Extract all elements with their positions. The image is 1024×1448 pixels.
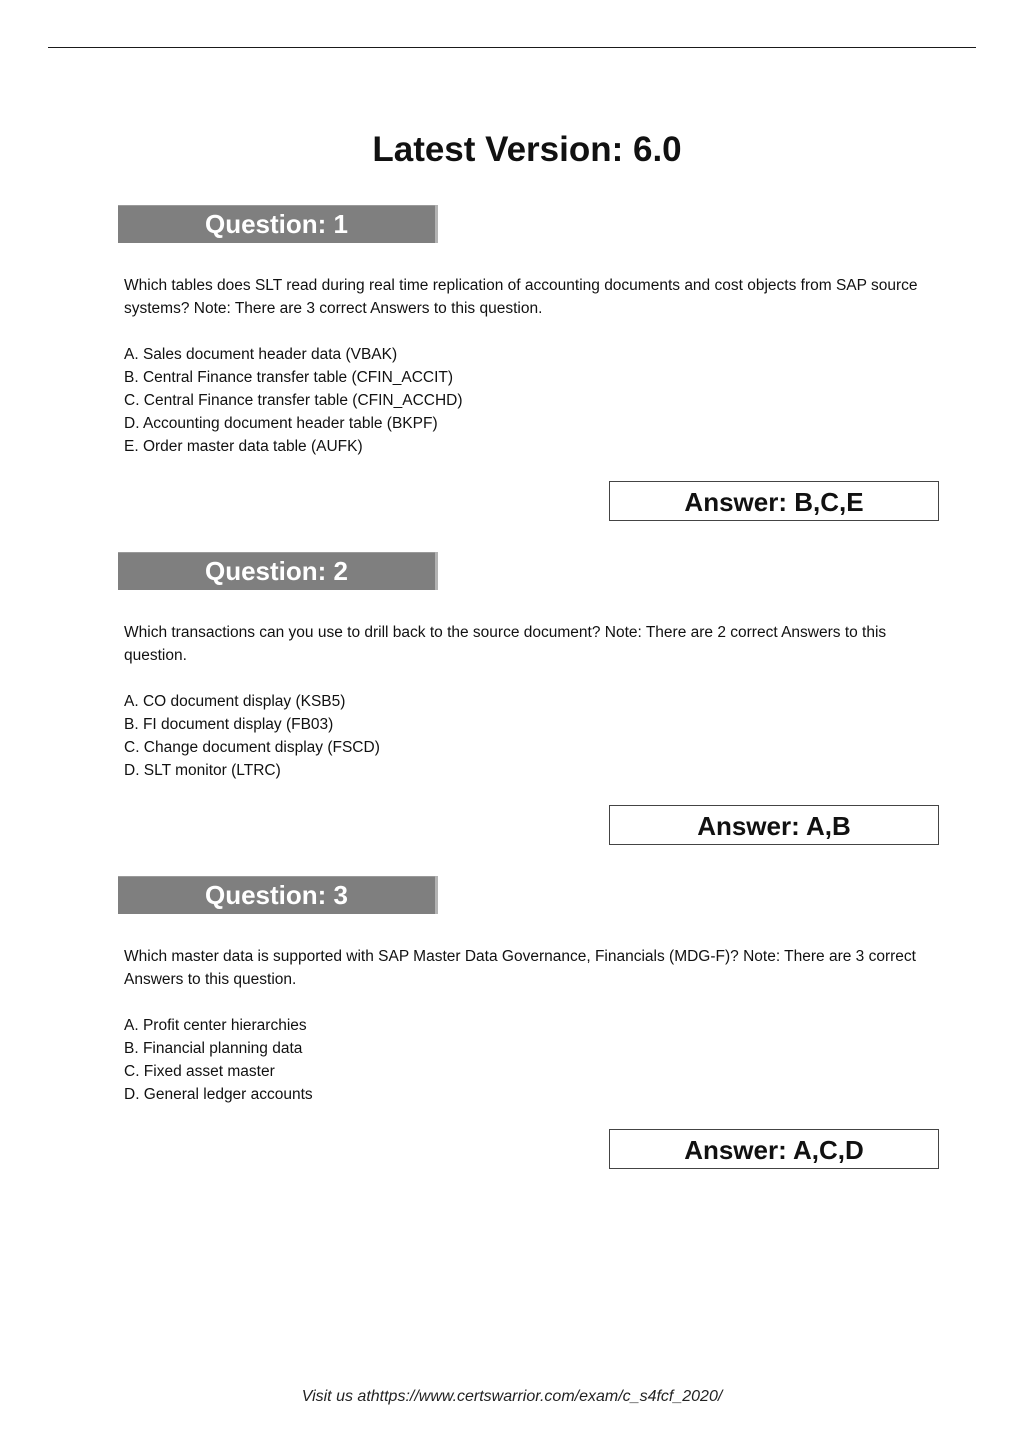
top-divider bbox=[48, 47, 976, 48]
question-text: Which master data is supported with SAP Master Data Governance, Financials (MDG-F)? Note: There are 3 correct Answers to this question. bbox=[124, 948, 916, 988]
option-item: A. Sales document header data (VBAK) bbox=[124, 346, 398, 363]
option-item: D. General ledger accounts bbox=[124, 1086, 313, 1103]
answer-box: Answer: B,C,E bbox=[609, 481, 939, 521]
option-item: C. Change document display (FSCD) bbox=[124, 739, 380, 756]
option-list bbox=[124, 690, 940, 782]
option-item: A. Profit center hierarchies bbox=[124, 1017, 307, 1034]
option-item: B. Financial planning data bbox=[124, 1040, 303, 1057]
option-item: C. Fixed asset master bbox=[124, 1063, 275, 1080]
question-header: Question: 1 bbox=[118, 205, 438, 243]
option-item: D. SLT monitor (LTRC) bbox=[124, 762, 281, 779]
option-item: E. Order master data table (AUFK) bbox=[124, 438, 363, 455]
option-list bbox=[124, 343, 940, 458]
option-item: C. Central Finance transfer table (CFIN_ACCHD) bbox=[124, 392, 463, 409]
question-text: Which transactions can you use to drill back to the source document? Note: There are 2 correct Answers to this question. bbox=[124, 624, 887, 664]
page-title: Latest Version: 6.0 bbox=[372, 130, 682, 169]
option-item: B. FI document display (FB03) bbox=[124, 716, 334, 733]
question-header: Question: 2 bbox=[118, 552, 438, 590]
answer-box: Answer: A,B bbox=[609, 805, 939, 845]
question-header: Question: 3 bbox=[118, 876, 438, 914]
answer-box: Answer: A,C,D bbox=[609, 1129, 939, 1169]
question-text: Which tables does SLT read during real time replication of accounting documents and cost objects from SAP source systems? Note: There are 3 correct Answers to this question. bbox=[124, 277, 918, 317]
option-item: B. Central Finance transfer table (CFIN_ACCIT) bbox=[124, 369, 454, 386]
footer-link[interactable]: Visit us athttps://www.certswarrior.com/exam/c_s4fcf_2020/ bbox=[301, 1388, 723, 1405]
option-list bbox=[124, 1014, 940, 1106]
option-item: D. Accounting document header table (BKPF) bbox=[124, 415, 438, 432]
option-item: A. CO document display (KSB5) bbox=[124, 693, 346, 710]
